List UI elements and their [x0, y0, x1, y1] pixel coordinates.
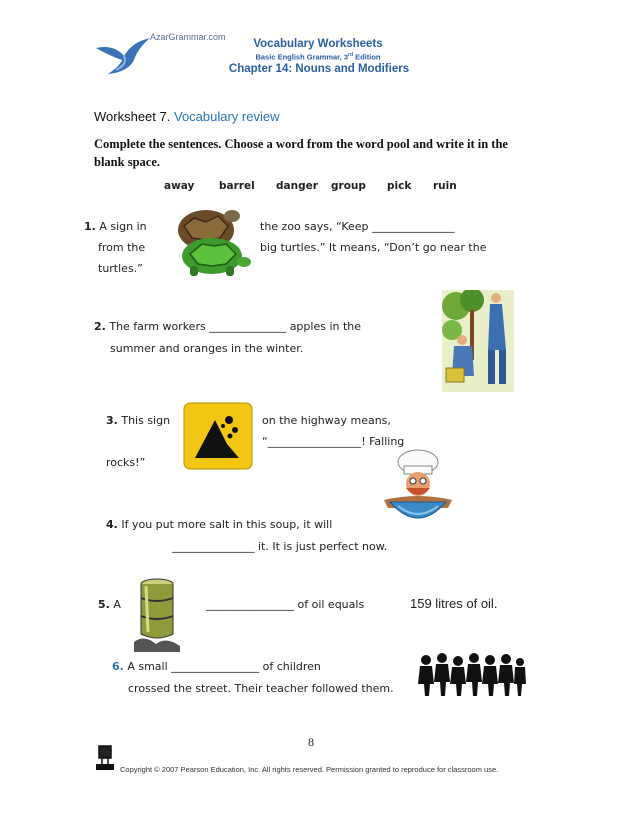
question-6-line-1: 6. A small ________________ of children: [112, 660, 321, 673]
question-1-line-1a: 1. A sign in: [84, 220, 147, 233]
question-4-line-2: _______________ it. It is just perfect now.: [172, 540, 388, 553]
question-1-line-2b: big turtles.” It means, “Don’t go near the: [260, 241, 487, 254]
question-2-line-1: 2. The farm workers ______________ apples in the: [94, 320, 362, 333]
word-pool-item: pick: [387, 180, 412, 192]
question-2-line-2: summer and oranges in the winter.: [110, 342, 304, 355]
turtles-illustration: [170, 204, 252, 280]
question-4-line-1: 4. If you put more salt in this soup, it will: [106, 518, 333, 531]
worksheet-title: Worksheet 7. Vocabulary review: [94, 109, 280, 124]
farm-workers-picking-illustration: [442, 290, 514, 392]
question-1-line-1b: the zoo says, “Keep _______________: [260, 220, 455, 233]
question-3-line-1b: on the highway means,: [262, 414, 391, 427]
word-pool-item: danger: [276, 180, 318, 192]
falling-rocks-sign-icon: [183, 402, 253, 470]
pearson-logo-icon: [96, 742, 114, 770]
header-subtitle: Basic English Grammar, 3rd Edition: [255, 52, 381, 62]
question-6-line-2: crossed the street. Their teacher followed them.: [128, 682, 394, 695]
word-pool-item: group: [331, 180, 366, 192]
question-3-line-2: “_________________! Falling: [262, 435, 405, 448]
word-pool-item: away: [164, 180, 195, 192]
word-pool-item: barrel: [219, 180, 255, 192]
question-3-line-1a: 3. This sign: [106, 414, 171, 427]
question-5-line-1c: 159 litres of oil.: [410, 596, 498, 611]
chef-soup-illustration: [376, 448, 460, 532]
brand-logo-text: AzarGrammar.com: [150, 32, 226, 42]
page-number: 8: [308, 735, 314, 749]
question-5-line-1a: 5. A: [98, 598, 121, 611]
question-3-line-3: rocks!”: [106, 456, 146, 469]
chapter-title: Chapter 14: Nouns and Modifiers: [228, 63, 410, 75]
instructions: Complete the sentences. Choose a word from the word pool and write it in the blank space.: [94, 137, 508, 169]
header-title: Vocabulary Worksheets: [253, 38, 383, 50]
bird-logo-icon: [94, 34, 152, 78]
oil-barrel-illustration: [134, 576, 180, 652]
children-group-silhouette: [416, 652, 526, 698]
question-1-line-2a: from the: [98, 241, 146, 254]
word-pool-item: ruin: [433, 180, 457, 192]
question-5-line-1b: ________________ of oil equals: [206, 598, 365, 611]
question-1-line-3: turtles.”: [98, 262, 143, 275]
copyright-notice: Copyright © 2007 Pearson Education, Inc. All rights reserved. Permission granted to reproduce for classroom use.: [120, 765, 499, 774]
